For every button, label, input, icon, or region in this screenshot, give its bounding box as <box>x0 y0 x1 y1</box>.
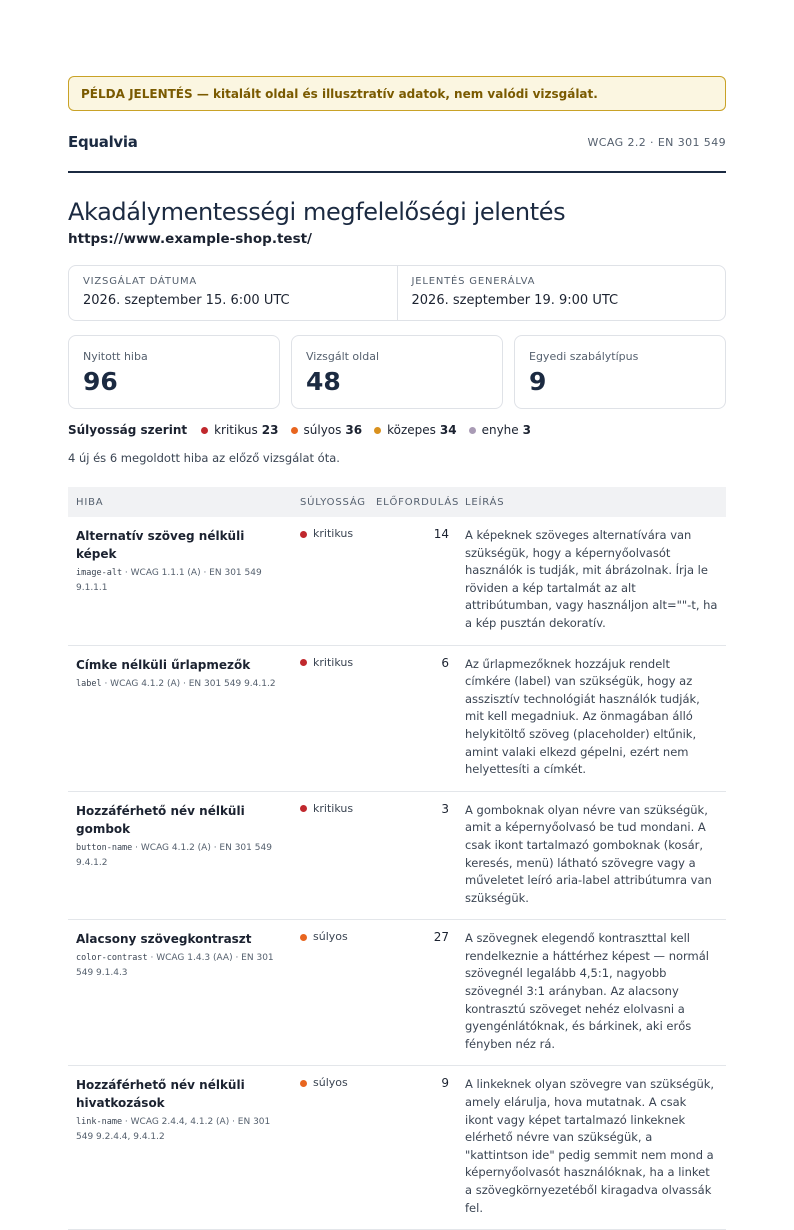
standards-label: WCAG 2.2 · EN 301 549 <box>587 135 726 149</box>
rule-id: image-alt <box>76 568 123 578</box>
issue-title: Hozzáférhető név nélküli gombok <box>76 803 245 836</box>
severity-minor <box>469 423 531 437</box>
rule-refs: · WCAG 4.1.2 (A) · EN 301 549 9.4.1.2 <box>101 678 276 689</box>
issue-cell <box>68 517 292 645</box>
severity-count: 34 <box>439 423 457 437</box>
report-content <box>68 76 726 1230</box>
rule-id: color-contrast <box>76 953 148 964</box>
change-summary: 4 új és 6 megoldott hiba az előző vizsgálat óta. <box>68 451 340 465</box>
table-row <box>68 791 726 920</box>
stat-pages-scanned-label: Vizsgált oldal <box>306 350 379 363</box>
severity-serious <box>291 423 363 437</box>
issue-title: Alternatív szöveg nélküli képek <box>76 529 245 561</box>
stat-open-issues-label: Nyitott hiba <box>83 350 148 363</box>
severity-breakdown <box>68 423 726 437</box>
generated-date-label: JELENTÉS GENERÁLVA <box>411 276 536 287</box>
severity-dot-icon <box>291 427 298 434</box>
issue-meta <box>76 1115 284 1145</box>
summary-stats <box>68 335 726 409</box>
scan-date-cell <box>69 266 397 320</box>
description-cell: Az űrlapmezőknek hozzájuk rendelt címkére (label) van szükségük, hogy az asszisztív technológiát használók tudják, mit kell megadniuk. Az önmagában álló helykitöltő szöveg (placeholder) eltűnik, amint valaki elkezd gépelni, ezért nem helyettesíti a címkét. <box>457 645 726 791</box>
brand-logo-text: Equalvia <box>68 133 138 151</box>
issue-cell <box>68 920 292 1066</box>
occurrences-cell: 27 <box>368 920 457 1066</box>
severity-count: 23 <box>261 423 279 437</box>
severity-cell <box>292 791 368 920</box>
severity-dot-icon <box>300 659 307 666</box>
severity-count: 36 <box>345 423 363 437</box>
table-row <box>68 1066 726 1230</box>
scan-date-label: VIZSGÁLAT DÁTUMA <box>83 276 198 287</box>
scanned-url: https://www.example-shop.test/ <box>68 231 312 247</box>
col-header-issue: HIBA <box>68 487 292 517</box>
rule-refs: · WCAG 2.4.4, 4.1.2 (A) · EN 301 549 9.2.4.4, 9.4.1.2 <box>76 1117 271 1143</box>
table-row <box>68 645 726 791</box>
report-title: Akadálymentességi megfelelőségi jelentés <box>68 198 566 226</box>
severity-dot-icon <box>300 1080 307 1087</box>
dates-panel <box>68 265 726 321</box>
col-header-occurrences: ELŐFORDULÁS <box>368 487 457 517</box>
rule-refs: · WCAG 1.4.3 (AA) · EN 301 549 9.1.4.3 <box>76 953 274 979</box>
issue-title: Címke nélküli űrlapmezők <box>76 657 251 672</box>
banner-text: PÉLDA JELENTÉS — kitalált oldal és illusztratív adatok, nem valódi vizsgálat. <box>81 86 598 101</box>
stat-open-issues-value: 96 <box>83 367 118 396</box>
severity-cell <box>292 1066 368 1230</box>
severity-title: Súlyosság szerint <box>68 423 188 437</box>
severity-dot-icon <box>300 805 307 812</box>
stat-rule-types-label: Egyedi szabálytípus <box>529 350 639 363</box>
severity-label: enyhe <box>481 423 519 437</box>
severity-label: súlyos <box>303 423 342 437</box>
issue-meta <box>76 566 284 596</box>
severity-moderate <box>374 423 457 437</box>
description-cell: A szövegnek elegendő kontraszttal kell rendelkeznie a háttérhez képest — normál szövegnél legalább 4,5:1, nagyobb szövegnél 3:1 arányban. Az alacsony kontrasztú szöveget nehéz elolvasni a gyengénlátóknak, és bárkinek, aki erős fényben néz rá. <box>457 920 726 1066</box>
description-cell: A linkeknek olyan szövegre van szükségük, amely elárulja, hova mutatnak. A csak ikont vagy képet tartalmazó linkeknek elérhető névre van szükségük, a "kattintson ide" pedig semmit nem mond a képernyőolvasót használóknak, ha a linket a szövegkörnyezetéből kiragadva olvassák fel. <box>457 1066 726 1230</box>
issue-cell <box>68 645 292 791</box>
issue-title: Alacsony szövegkontraszt <box>76 932 252 947</box>
stat-rule-types-value: 9 <box>529 367 547 396</box>
severity-dot-icon <box>300 934 307 941</box>
stat-pages-scanned <box>291 335 503 409</box>
scan-date-value: 2026. szeptember 15. 6:00 UTC <box>83 293 290 308</box>
stat-open-issues <box>68 335 280 409</box>
rule-id: button-name <box>76 842 133 853</box>
generated-date-cell <box>397 266 726 320</box>
row-severity-label: kritikus <box>313 655 354 669</box>
row-severity-label: kritikus <box>313 801 354 815</box>
severity-cell <box>292 920 368 1066</box>
table-row <box>68 517 726 645</box>
severity-dot-icon <box>469 427 476 434</box>
issue-meta <box>76 951 284 981</box>
severity-dot-icon <box>374 427 381 434</box>
row-severity-label: súlyos <box>313 1076 348 1090</box>
table-row <box>68 920 726 1066</box>
severity-count: 3 <box>522 423 532 437</box>
issue-title: Hozzáférhető név nélküli hivatkozások <box>76 1078 245 1111</box>
col-header-severity: SÚLYOSSÁG <box>292 487 368 517</box>
description-cell: A képeknek szöveges alternatívára van szükségük, hogy a képernyőolvasót használók is tudják, mit ábrázolnak. Írja le röviden a kép tartalmát az alt attribútumban, vagy használjon alt=""-t, ha a kép pusztán dekoratív. <box>457 517 726 645</box>
severity-dot-icon <box>201 427 208 434</box>
issues-table-header <box>68 487 726 517</box>
issue-meta <box>76 677 284 692</box>
occurrences-cell: 14 <box>368 517 457 645</box>
severity-critical <box>201 423 278 437</box>
stat-rule-types <box>514 335 726 409</box>
rule-refs: · WCAG 1.1.1 (A) · EN 301 549 9.1.1.1 <box>76 568 262 593</box>
issue-cell <box>68 1066 292 1230</box>
occurrences-cell: 9 <box>368 1066 457 1230</box>
severity-dot-icon <box>300 531 307 538</box>
rule-id: label <box>76 678 102 689</box>
severity-cell <box>292 645 368 791</box>
description-cell: A gomboknak olyan névre van szükségük, amit a képernyőolvasó be tud mondani. A csak ikont tartalmazó gomboknak (kosár, keresés, menü) látható szövegre vagy a műveletet leíró aria-label attribútumra van szükségük. <box>457 791 726 920</box>
rule-refs: · WCAG 4.1.2 (A) · EN 301 549 9.4.1.2 <box>76 842 272 868</box>
row-severity-label: kritikus <box>313 527 354 540</box>
issues-table <box>68 487 726 1230</box>
severity-label: közepes <box>387 423 436 437</box>
generated-date-value: 2026. szeptember 19. 9:00 UTC <box>411 293 619 308</box>
rule-id: link-name <box>76 1117 123 1128</box>
severity-cell <box>292 517 368 645</box>
occurrences-cell: 3 <box>368 791 457 920</box>
issue-meta <box>76 841 284 871</box>
issue-cell <box>68 791 292 920</box>
stat-pages-scanned-value: 48 <box>306 367 341 396</box>
report-header <box>68 125 726 173</box>
occurrences-cell: 6 <box>368 645 457 791</box>
severity-label: kritikus <box>214 423 258 437</box>
sample-report-banner <box>68 76 726 111</box>
row-severity-label: súlyos <box>313 930 348 944</box>
col-header-description: LEÍRÁS <box>457 487 726 517</box>
